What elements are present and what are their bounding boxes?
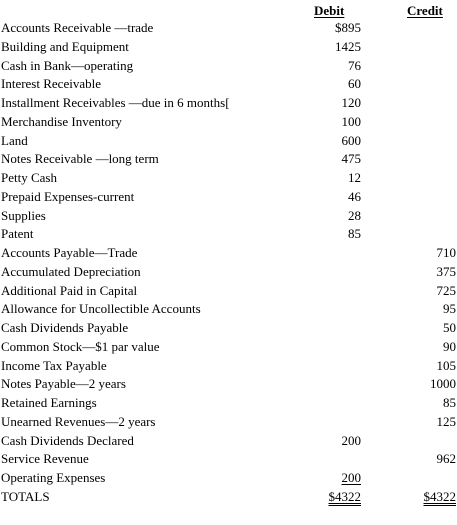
total-debit: $4322 (328, 488, 361, 504)
account-name: Cash Dividends Payable (1, 320, 129, 335)
credit-amount: 105 (436, 357, 456, 373)
table-row (0, 207, 457, 226)
account-name: Cash Dividends Declared (1, 432, 134, 448)
account-name: Building and Equipment (1, 38, 129, 54)
credit-amount: 85 (443, 395, 456, 410)
credit-amount: 95 (443, 301, 456, 317)
table-row (0, 357, 457, 376)
account-name: Interest Receivable (1, 76, 101, 92)
account-name: Land (1, 132, 28, 148)
account-name: Supplies (1, 207, 46, 223)
debit-amount: 100 (341, 113, 361, 129)
table-row (0, 319, 457, 338)
table-row (0, 338, 457, 357)
debit-amount: 28 (348, 207, 361, 223)
debit-amount: 200 (341, 432, 361, 448)
debit-amount: 12 (348, 170, 361, 185)
account-name: Additional Paid in Capital (1, 282, 138, 298)
credit-amount: 375 (436, 263, 456, 279)
account-name: Cash in Bank—operating (1, 57, 134, 73)
account-name: Installment Receivables —due in 6 months[ (1, 95, 230, 110)
account-name: Operating Expenses (1, 470, 106, 485)
credit-amount: 50 (443, 320, 456, 335)
table-row (0, 19, 457, 38)
debit-amount: 76 (348, 57, 361, 73)
account-name: Service Revenue (1, 451, 89, 467)
debit-column-header: Debit (314, 3, 345, 18)
debit-amount: 475 (341, 151, 361, 167)
table-row (0, 113, 457, 132)
table-row (0, 169, 457, 188)
table-row (0, 469, 457, 488)
account-name: Retained Earnings (1, 395, 97, 410)
debit-amount: 1425 (335, 38, 361, 54)
table-row (0, 188, 457, 207)
debit-amount: $895 (335, 20, 361, 35)
account-name: Accounts Payable—Trade (1, 245, 138, 260)
table-row (0, 244, 457, 263)
table-row (0, 394, 457, 413)
account-name: Merchandise Inventory (1, 113, 122, 129)
table-row (0, 150, 457, 169)
credit-amount: 90 (443, 338, 456, 354)
account-name: Accumulated Depreciation (1, 263, 141, 279)
table-row (0, 263, 457, 282)
table-row (0, 375, 457, 394)
credit-amount: 710 (436, 245, 456, 260)
table-row (0, 132, 457, 151)
account-name: Notes Receivable —long term (1, 151, 159, 167)
table-row (0, 432, 457, 451)
account-name: Income Tax Payable (1, 357, 107, 373)
debit-amount: 46 (348, 188, 361, 204)
credit-amount: 125 (436, 413, 456, 429)
debit-amount: 85 (348, 226, 361, 242)
account-name: Accounts Receivable —trade (1, 20, 154, 35)
credit-amount: 725 (436, 282, 456, 298)
totals-row (0, 488, 457, 507)
totals-label: TOTALS (1, 488, 50, 504)
account-name: Prepaid Expenses-current (1, 188, 135, 204)
credit-column-header: Credit (407, 3, 443, 18)
table-row (0, 282, 457, 301)
account-name: Common Stock—$1 par value (1, 338, 160, 354)
credit-amount: 1000 (430, 376, 456, 392)
table-row (0, 300, 457, 319)
debit-amount: 600 (341, 132, 361, 148)
table-row (0, 413, 457, 432)
account-rows (0, 19, 457, 507)
account-name: Petty Cash (1, 170, 57, 185)
debit-amount: 120 (341, 95, 361, 110)
credit-amount: 962 (436, 451, 456, 467)
account-name: Notes Payable—2 years (1, 376, 126, 392)
table-row (0, 225, 457, 244)
debit-amount: 60 (348, 76, 361, 92)
table-row (0, 57, 457, 76)
total-credit: $4322 (423, 488, 456, 504)
table-row (0, 94, 457, 113)
table-row (0, 38, 457, 57)
table-row (0, 450, 457, 469)
table-row (0, 75, 457, 94)
debit-amount: 200 (341, 470, 361, 485)
account-name: Allowance for Uncollectible Accounts (1, 301, 201, 317)
account-name: Patent (1, 226, 34, 242)
account-name: Unearned Revenues—2 years (1, 413, 156, 429)
